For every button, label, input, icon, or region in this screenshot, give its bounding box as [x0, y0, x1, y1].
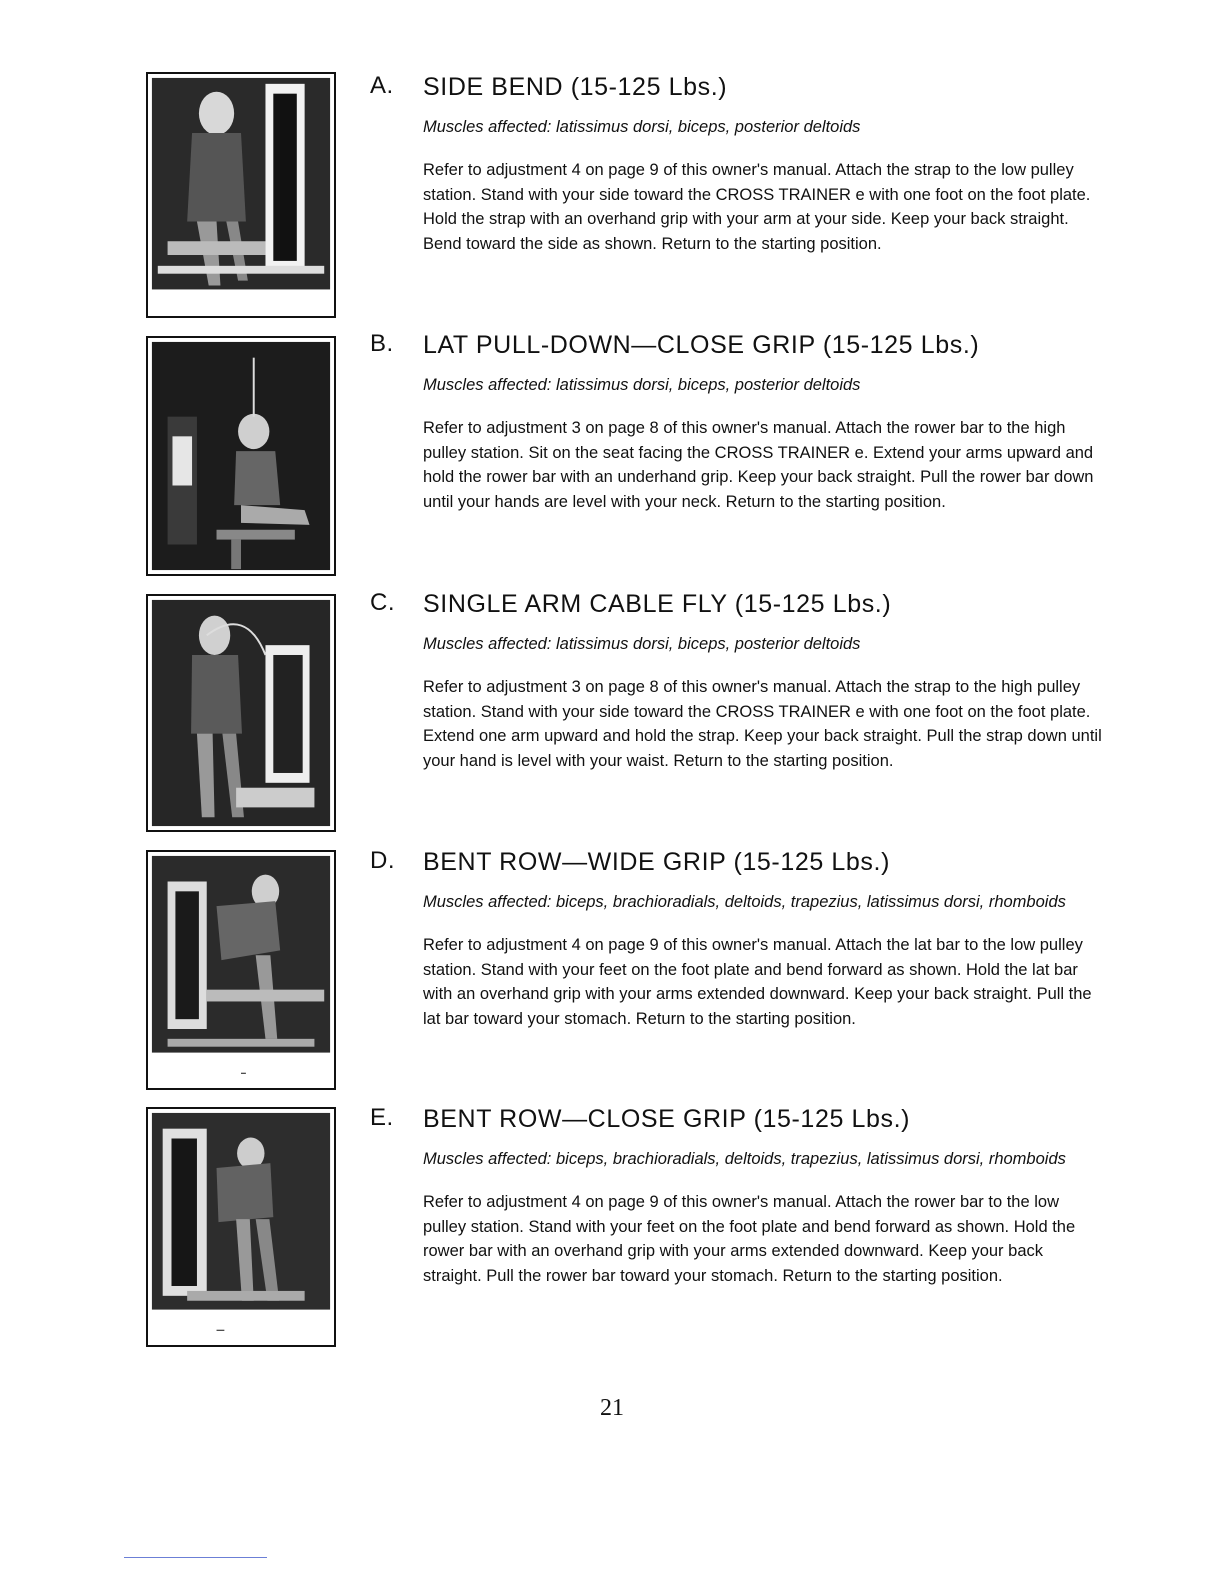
section-title: SINGLE ARM CABLE FLY (15-125 Lbs.): [423, 590, 892, 618]
section-letter: B.: [370, 330, 394, 357]
exercise-photo-lat-pull-down: [146, 336, 336, 576]
exercise-photo-bent-row-close: [146, 1107, 336, 1347]
instructions: Refer to adjustment 3 on page 8 of this owner's manual. Attach the strap to the high pulley station. Stand with your side toward the CROSS TRAINER e with one foot on the foot plate. Extend one arm upward and hold the strap. Keep your back straight. Pull the strap down until your hand is level with your waist. Return to the starting position.: [423, 678, 1102, 770]
instructions: Refer to adjustment 4 on page 9 of this owner's manual. Attach the rower bar to the low pulley station. Stand with your feet on the foot plate and bend forward as shown. Hold the rower bar with an overhand grip with your arms extended downward. Keep your back straight. Pull the rower bar toward your stomach. Return to the starting position.: [423, 1193, 1076, 1285]
footer-rule: [124, 1557, 267, 1558]
instructions: Refer to adjustment 4 on page 9 of this owner's manual. Attach the strap to the low pulley station. Stand with your side toward the CROSS TRAINER e with one foot on the foot plate. Hold the strap with an overhand grip with your arm at your side. Keep your back straight. Bend toward the side as shown. Return to the starting position.: [423, 161, 1091, 253]
instructions: Refer to adjustment 3 on page 8 of this owner's manual. Attach the rower bar to the high pulley station. Sit on the seat facing the CROSS TRAINER e. Extend your arms upward and hold the rower bar with an underhand grip. Keep your back straight. Pull the rower bar down until your hands are level with your neck. Return to the starting position.: [423, 419, 1094, 511]
section-title: LAT PULL-DOWN—CLOSE GRIP (15-125 Lbs.): [423, 331, 980, 359]
exercise-section-a: [370, 72, 1110, 256]
muscles-affected: Muscles affected: biceps, brachioradials, deltoids, trapezius, latissimus dorsi, rhomboids: [423, 1150, 1066, 1168]
exercise-photo-bent-row-wide: [146, 850, 336, 1090]
section-title: BENT ROW—CLOSE GRIP (15-125 Lbs.): [423, 1105, 911, 1133]
exercise-section-e: [370, 1104, 1110, 1288]
exercise-section-c: [370, 589, 1110, 773]
page-number: 21: [600, 1395, 624, 1421]
muscles-affected: Muscles affected: latissimus dorsi, biceps, posterior deltoids: [423, 118, 861, 136]
muscles-affected: Muscles affected: latissimus dorsi, biceps, posterior deltoids: [423, 376, 861, 394]
section-letter: C.: [370, 589, 395, 616]
section-title: SIDE BEND (15-125 Lbs.): [423, 73, 728, 101]
muscles-affected: Muscles affected: latissimus dorsi, biceps, posterior deltoids: [423, 635, 861, 653]
exercise-section-d: [370, 847, 1110, 1031]
exercise-photo-side-bend: [146, 72, 336, 318]
section-title: BENT ROW—WIDE GRIP (15-125 Lbs.): [423, 848, 890, 876]
exercise-photo-cable-fly: [146, 594, 336, 832]
instructions: Refer to adjustment 4 on page 9 of this owner's manual. Attach the lat bar to the low pulley station. Stand with your feet on the foot plate and bend forward as shown. Hold the lat bar with an overhand grip with your arms extended downward. Keep your back straight. Pull the lat bar toward your stomach. Return to the starting position.: [423, 936, 1092, 1028]
section-letter: A.: [370, 72, 394, 99]
section-letter: D.: [370, 847, 395, 874]
exercise-section-b: [370, 330, 1110, 514]
muscles-affected: Muscles affected: biceps, brachioradials, deltoids, trapezius, latissimus dorsi, rhomboids: [423, 893, 1066, 911]
section-letter: E.: [370, 1104, 394, 1131]
